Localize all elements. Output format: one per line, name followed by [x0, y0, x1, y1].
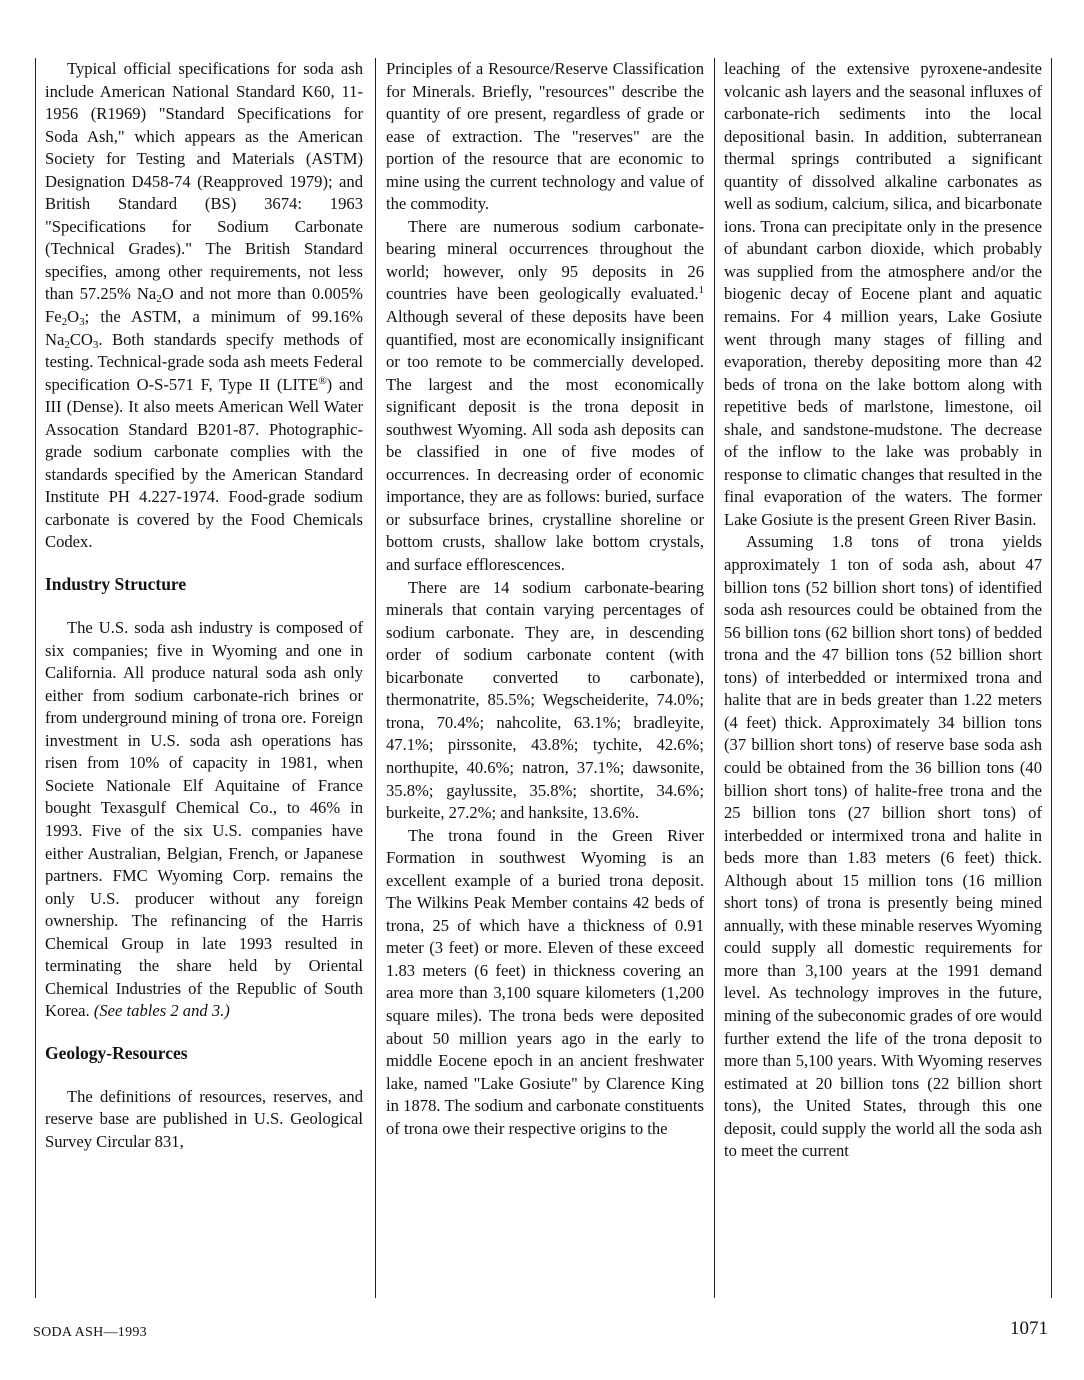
- column-rule: [714, 58, 715, 1298]
- heading-industry-structure: Industry Structure: [45, 574, 187, 595]
- paragraph-specifications: Typical official specifications for soda ash include American National Standard K60, 11-1956 (R1969) "Standard Specifications for Soda Ash," which appears as the American Society for Testing and Materials (ASTM) Designation D458-74 (Reapproved 1979); and British Standard (BS) 3674: 1963 "Specifications for Sodium Carbonate (Technical Grades)." The British Standard specifies, among other requirements, not less than 57.25% $Na_2O$ and not more than 0.005% $Fe_2O_3$; the ASTM, a minimum of 99.16% $Na_2CO_3$. Both standards specify methods of testing. Technical-grade soda ash meets Federal specification O-S-571 F, Type II (LITE®) and III (Dense). It also meets American Well Water Assocation Standard B201-87. Photographic-grade sodium carbonate complies with the standards specified by the American Standard Institute PH 4.227-1974. Food-grade sodium carbonate is covered by the Food Chemicals Codex.: [45, 59, 364, 552]
- paragraph-resource-classification: Principles of a Resource/Reserve Classification for Minerals. Briefly, "resources" describe the quantity of ore present, regardless of grade or ease of extraction. The "reserves" are the portion of the resource that are economic to mine using the current technology and value of the commodity.: [386, 59, 704, 214]
- paragraph-lake-gosiute: leaching of the extensive pyroxene-andesite volcanic ash layers and the seasonal influxes of carbonate-rich sediments into the local depositional basin. In addition, subterranean thermal springs contributed a significant quantity of dissolved alkaline carbonates as well as sodium, calcium, silica, and bicarbonate ions. Trona can precipitate only in the presence of abundant carbon dioxide, which probably was supplied from the atmosphere and/or the biogenic decay of Eocene plant and aquatic remains. For 4 million years, Lake Gosiute went through many stages of filling and evaporation, thereby depositing more than 42 beds of trona on the lake bottom along with repetitive beds of marlstone, limestone, oil shale, and sandstone-mudstone. The decrease of the inflow to the lake was probably in response to climatic changes that resulted in the final evaporation of the waters. The former Lake Gosiute is the present Green River Basin.: [724, 59, 1042, 529]
- text-column-3: [724, 58, 1042, 1163]
- paragraph-green-river-trona: The trona found in the Green River Formation in southwest Wyoming is an excellent example of a buried trona deposit. The Wilkins Peak Member contains 42 beds of trona, 25 of which have a thickness of 0.91 meter (3 feet) or more. Eleven of these exceed 1.83 meters (6 feet) in thickness covering an area more than 3,100 square kilometers (1,200 square miles). The trona beds were deposited about 50 million years ago in the early to middle Eocene epoch in an ancient freshwater lake, named "Lake Gosiute" by Clarence King in 1878. The sodium and carbonate constituents of trona owe their respective origins to the: [386, 825, 704, 1138]
- text-column-2: [386, 58, 704, 1140]
- text-column-1: [45, 58, 363, 1154]
- table-reference: (See tables 2 and 3.): [93, 1001, 230, 1021]
- running-footer-title: SODA ASH—1993: [33, 1325, 147, 1340]
- page-number: 1071: [1010, 1318, 1048, 1339]
- paragraph-reserves-estimate: Assuming 1.8 tons of trona yields approximately 1 ton of soda ash, about 47 billion tons (52 billion short tons) of identified soda ash resources could be obtained from the 56 billion tons (62 billion short tons) of bedded trona and the 47 billion tons (52 billion short tons) of interbedded or intermixed trona and halite that are in beds greater than 1.22 meters (4 feet) thick. Approximately 34 billion tons (37 billion short tons) of reserve base soda ash could be obtained from the 36 billion tons (40 billion short tons) of halite-free trona and the 25 billion tons (27 billion short tons) of interbedded or intermixed trona and halite in beds more than 1.83 meters (6 feet) thick. Although about 15 million tons (16 million short tons) of trona is presently being mined annually, with these minable reserves Wyoming could supply all domestic requirements for more than 3,100 years at the 1991 demand level. As technology improves in the future, mining of the subeconomic grades of ore would further extend the life of the trona deposit to more than 5,100 years. With Wyoming reserves estimated at 20 billion tons (22 billion short tons), the United States, through this one deposit, could supply the world all the soda ash to meet the current: [724, 532, 1042, 1161]
- heading-geology-resources: Geology-Resources: [45, 1042, 188, 1063]
- paragraph-industry-structure: The U.S. soda ash industry is composed of six companies; five in Wyoming and one in California. All produce natural soda ash only either from sodium carbonate-rich brines or from underground mining of trona ore. Foreign investment in U.S. soda ash operations has risen from 10% of capacity in 1981, when Societe Nationale Elf Aquitaine of France bought Texasgulf Chemical Co., to 46% in 1993. Five of the six U.S. companies have either Australian, Belgian, French, or Japanese partners. FMC Wyoming Corp. remains the only U.S. producer without any foreign ownership. The refinancing of the Harris Chemical Group in late 1993 resulted in terminating the share held by Oriental Chemical Industries of the Republic of South Korea. (See tables 2 and 3.): [45, 618, 363, 1021]
- column-rule: [1051, 58, 1052, 1298]
- paragraph-minerals: There are 14 sodium carbonate-bearing minerals that contain varying percentages of sodium carbonate. They are, in descending order of sodium carbonate content (with bicarbonate converted to carbonate), thermonatrite, 85.5%; Wegscheiderite, 74.0%; trona, 70.4%; nahcolite, 63.1%; bradleyite, 47.1%; pirssonite, 43.8%; tychite, 42.6%; northupite, 40.6%; natron, 37.1%; dawsonite, 35.8%; gaylussite, 35.8%; shortite, 34.6%; burkeite, 27.2%; and hanksite, 13.6%.: [386, 577, 704, 823]
- paragraph-deposits: There are numerous sodium carbonate-bearing mineral occurrences throughout the world; however, only 95 deposits in 26 countries have been geologically evaluated.$^1$ Although several of these deposits have been quantified, most are economically insignificant or too remote to be commercially developed. The largest and the most economically significant deposit is the trona deposit in southwest Wyoming. All soda ash deposits can be classified in one of five modes of occurrences. In decreasing order of economic importance, they are as follows: buried, surface or subsurface brines, crystalline shoreline or bottom crusts, shallow lake bottom crystals, and surface efflorescences.: [386, 216, 704, 575]
- footnote-marker: 1: [698, 284, 704, 297]
- column-rule: [375, 58, 376, 1298]
- column-rule: [35, 58, 36, 1298]
- paragraph-definitions: The definitions of resources, reserves, and reserve base are published in U.S. Geological Survey Circular 831,: [45, 1086, 363, 1151]
